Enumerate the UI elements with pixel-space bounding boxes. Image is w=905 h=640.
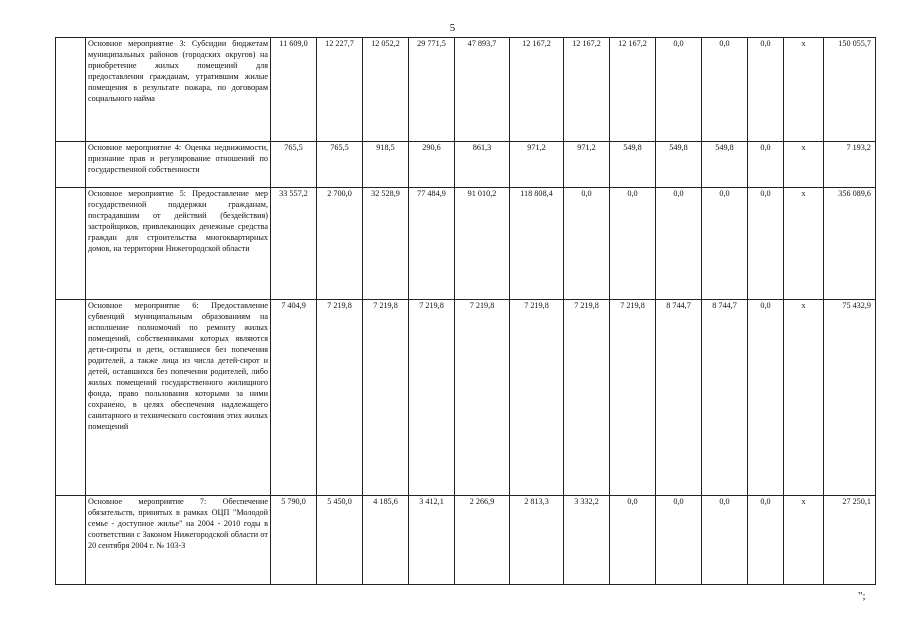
value-cell: 765,5	[271, 142, 317, 188]
value-cell: 5 790,0	[271, 496, 317, 585]
value-cell: 118 808,4	[510, 188, 564, 300]
value-cell: х	[784, 142, 824, 188]
value-cell: 290,6	[409, 142, 455, 188]
value-cell: 0,0	[702, 496, 748, 585]
value-cell: 918,5	[363, 142, 409, 188]
total-cell: 7 193,2	[824, 142, 876, 188]
row-index-cell	[56, 188, 86, 300]
value-cell: 47 893,7	[455, 38, 510, 142]
value-cell: х	[784, 38, 824, 142]
page-number: 5	[449, 22, 456, 34]
value-cell: 77 484,9	[409, 188, 455, 300]
value-cell: 3 332,2	[564, 496, 610, 585]
value-cell: 0,0	[748, 496, 784, 585]
program-funding-table	[55, 37, 876, 585]
value-cell: 7 219,8	[610, 300, 656, 496]
row-index-cell	[56, 300, 86, 496]
value-cell: 0,0	[748, 142, 784, 188]
row-index-cell	[56, 142, 86, 188]
value-cell: 11 609,0	[271, 38, 317, 142]
value-cell: 971,2	[564, 142, 610, 188]
value-cell: 2 266,9	[455, 496, 510, 585]
value-cell: 0,0	[702, 38, 748, 142]
value-cell: 3 412,1	[409, 496, 455, 585]
value-cell: х	[784, 300, 824, 496]
value-cell: 32 528,9	[363, 188, 409, 300]
total-cell: 150 055,7	[824, 38, 876, 142]
value-cell: 33 557,2	[271, 188, 317, 300]
value-cell: 2 813,3	[510, 496, 564, 585]
value-cell: 8 744,7	[702, 300, 748, 496]
measure-description: Основное мероприятие 3: Субсидии бюджетам муниципальных районов (городских округов) на приобретение жилых помещений для предоставления гражданам, утратившим жилые помещения в результате пожара, по договорам социального найма	[86, 38, 271, 142]
value-cell: 2 700,0	[317, 188, 363, 300]
value-cell: 12 167,2	[510, 38, 564, 142]
value-cell: 0,0	[702, 188, 748, 300]
value-cell: 0,0	[610, 496, 656, 585]
value-cell: 0,0	[748, 188, 784, 300]
measure-description: Основное мероприятие 6: Предоставление субвенций муниципальным образованиям на исполнение полномочий по ремонту жилых помещений, собственниками которых являются дети-сироты и дети, оставшиеся без попечения родителей, а также лица из числа детей-сирот и детей, оставшихся без попечения родителей, либо жилых помещений государственного жилищного фонда, право пользования которыми за ними сохранено, в целях обеспечения надлежащего санитарного и технического состояния этих жилых помещений	[86, 300, 271, 496]
table-row	[56, 300, 876, 496]
value-cell: 0,0	[564, 188, 610, 300]
value-cell: 7 219,8	[455, 300, 510, 496]
value-cell: 12 052,2	[363, 38, 409, 142]
total-cell: 356 089,6	[824, 188, 876, 300]
value-cell: 7 219,8	[564, 300, 610, 496]
value-cell: 7 219,8	[409, 300, 455, 496]
closing-quote: ";	[858, 590, 866, 602]
value-cell: 7 219,8	[363, 300, 409, 496]
value-cell: 7 219,8	[317, 300, 363, 496]
value-cell: 549,8	[656, 142, 702, 188]
value-cell: 91 010,2	[455, 188, 510, 300]
value-cell: 12 167,2	[610, 38, 656, 142]
value-cell: х	[784, 496, 824, 585]
value-cell: 7 219,8	[510, 300, 564, 496]
value-cell: 0,0	[610, 188, 656, 300]
row-index-cell	[56, 38, 86, 142]
table-row	[56, 188, 876, 300]
value-cell: х	[784, 188, 824, 300]
value-cell: 12 167,2	[564, 38, 610, 142]
value-cell: 0,0	[748, 300, 784, 496]
table-row	[56, 496, 876, 585]
measure-description: Основное мероприятие 7: Обеспечение обязательств, принятых в рамках ОЦП "Молодой семье - доступное жилье" на 2004 - 2010 годы в соответствии с Законом Нижегородской области от 20 сентября 2004 г. № 103-З	[86, 496, 271, 585]
table-row	[56, 38, 876, 142]
value-cell: 29 771,5	[409, 38, 455, 142]
value-cell: 8 744,7	[656, 300, 702, 496]
total-cell: 27 250,1	[824, 496, 876, 585]
measure-description: Основное мероприятие 4: Оценка недвижимости, признание прав и регулирование отношений по государственной собственности	[86, 142, 271, 188]
value-cell: 5 450,0	[317, 496, 363, 585]
value-cell: 4 185,6	[363, 496, 409, 585]
value-cell: 0,0	[748, 38, 784, 142]
row-index-cell	[56, 496, 86, 585]
value-cell: 7 404,9	[271, 300, 317, 496]
value-cell: 0,0	[656, 496, 702, 585]
value-cell: 12 227,7	[317, 38, 363, 142]
value-cell: 0,0	[656, 38, 702, 142]
value-cell: 549,8	[610, 142, 656, 188]
total-cell: 75 432,9	[824, 300, 876, 496]
measure-description: Основное мероприятие 5: Предоставление мер государственной поддержки гражданам, пострадавшим от действий (бездействия) застройщиков, привлекающих денежные средства граждан для строительства многоквартирных домов, на территории Нижегородской области	[86, 188, 271, 300]
table-row	[56, 142, 876, 188]
value-cell: 861,3	[455, 142, 510, 188]
value-cell: 765,5	[317, 142, 363, 188]
value-cell: 971,2	[510, 142, 564, 188]
value-cell: 0,0	[656, 188, 702, 300]
value-cell: 549,8	[702, 142, 748, 188]
